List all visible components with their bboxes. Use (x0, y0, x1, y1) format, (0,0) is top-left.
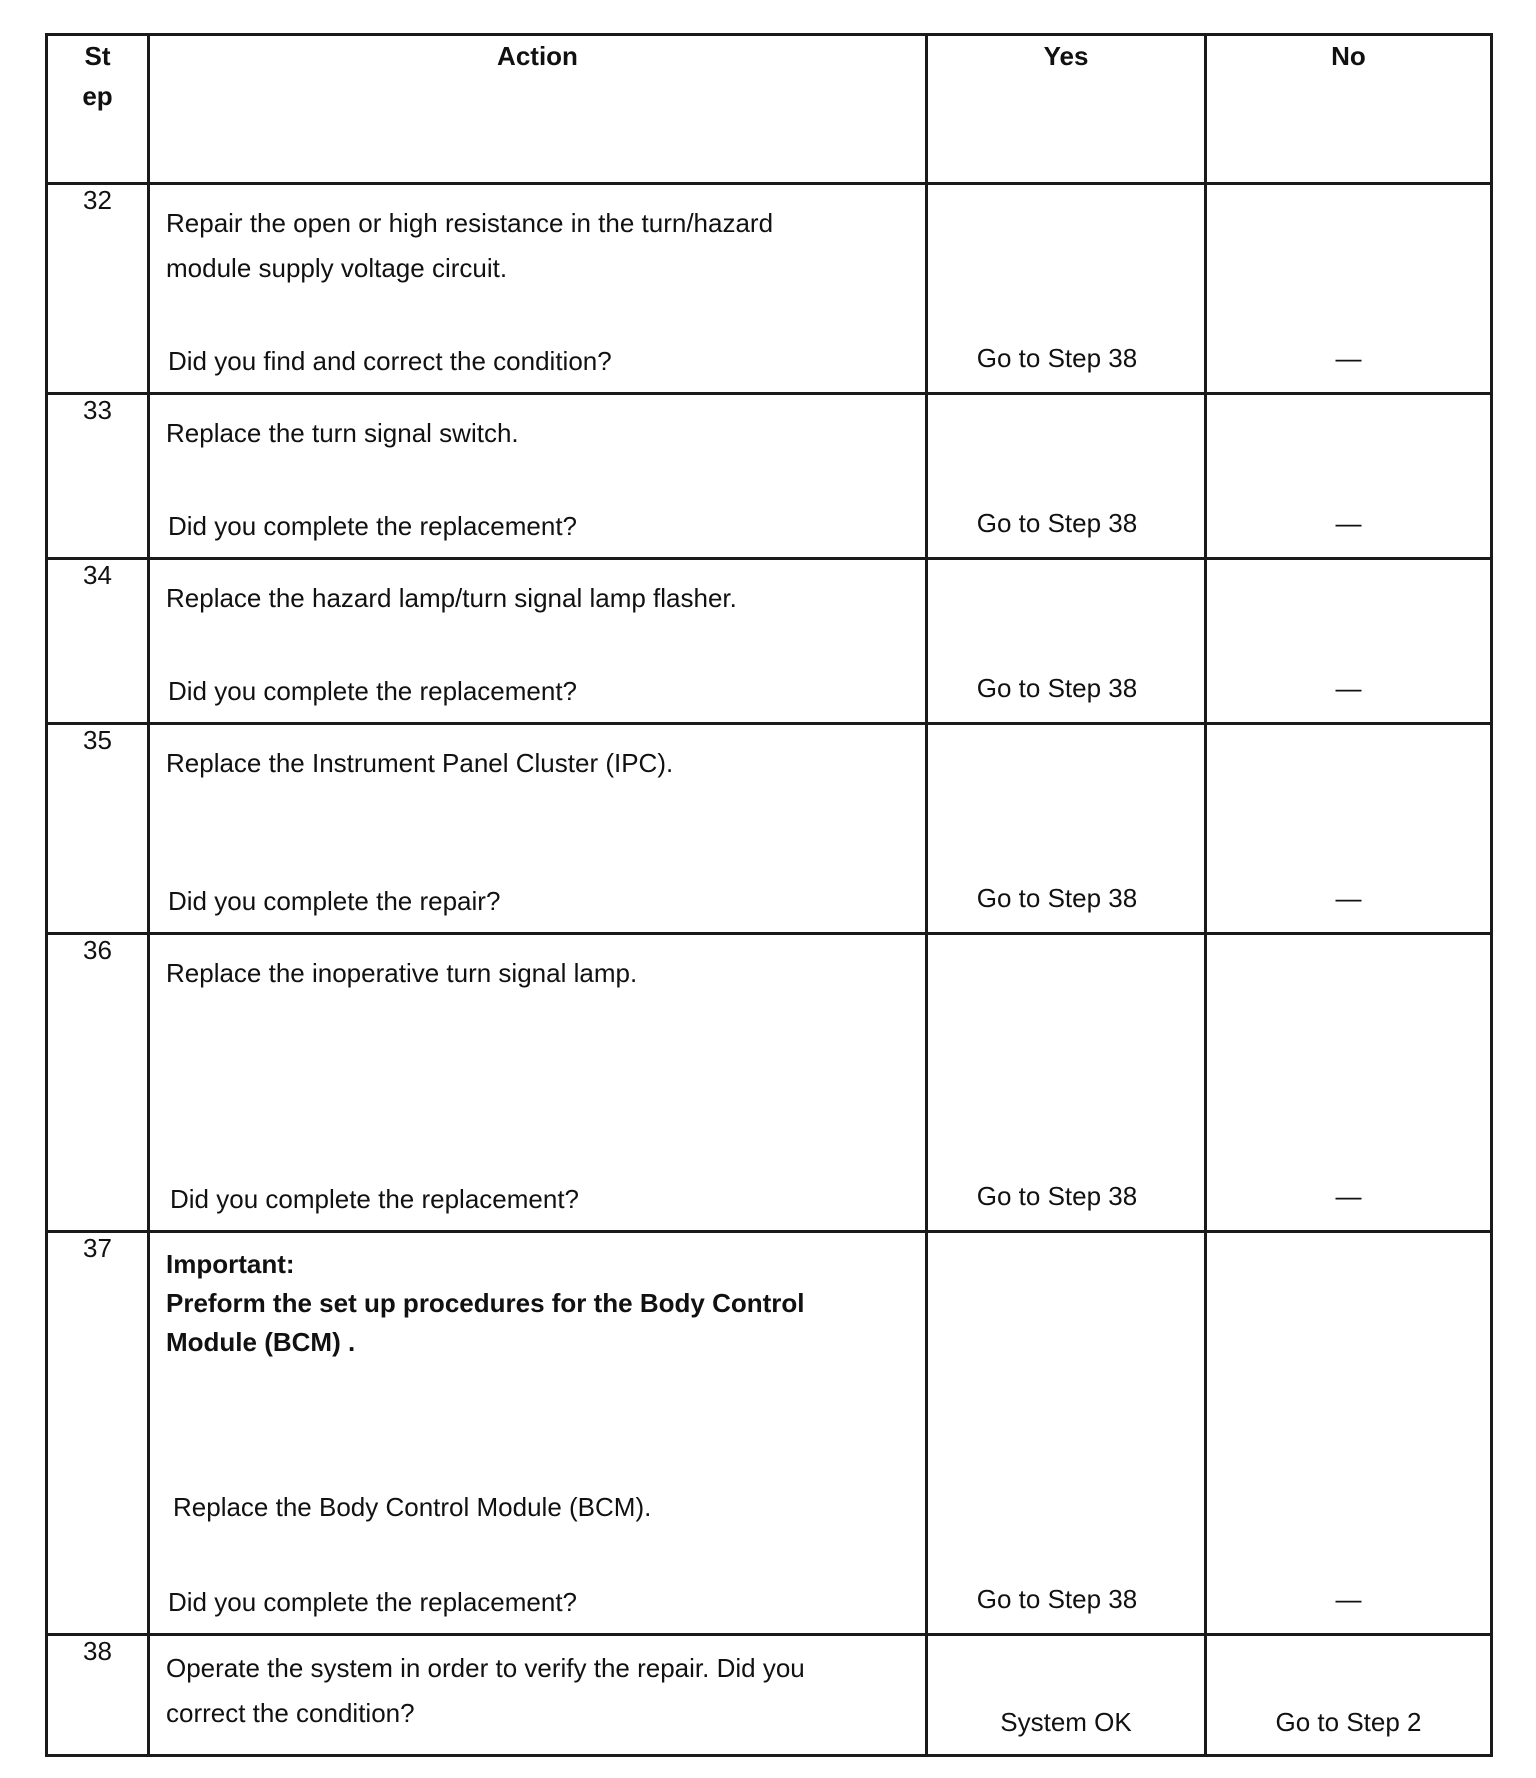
action-line: Repair the open or high resistance in the turn/hazard (166, 208, 774, 238)
no-result: — (1335, 508, 1362, 538)
action-text (173, 1485, 915, 1530)
header-step-line2: ep (82, 81, 113, 111)
diagnostic-table (45, 33, 1493, 1757)
header-action: Action (149, 35, 927, 184)
no-cell (1206, 559, 1492, 724)
action-line: module supply voltage circuit. (166, 253, 508, 283)
no-result: Go to Step 2 (1275, 1707, 1422, 1737)
action-question: Did you complete the replacement? (168, 1587, 578, 1617)
yes-cell (927, 724, 1206, 934)
action-line: Replace the hazard lamp/turn signal lamp flasher. (166, 583, 737, 613)
yes-result: Go to Step 38 (976, 883, 1138, 913)
step-number: 34 (47, 559, 149, 724)
action-line: Operate the system in order to verify the repair. Did you (166, 1653, 805, 1683)
no-result: — (1335, 883, 1362, 913)
action-cell (149, 559, 927, 724)
no-cell (1206, 724, 1492, 934)
header-step (47, 35, 149, 184)
action-question: Did you complete the replacement? (168, 511, 578, 541)
action-cell (149, 184, 927, 394)
action-cell (149, 1232, 927, 1635)
action-text (166, 1646, 915, 1736)
action-line: Replace the turn signal switch. (166, 418, 519, 448)
yes-result: Go to Step 38 (976, 673, 1138, 703)
yes-cell (927, 184, 1206, 394)
action-cell (149, 1635, 927, 1756)
yes-cell (927, 934, 1206, 1232)
yes-result: System OK (1000, 1707, 1132, 1737)
action-question: Did you complete the replacement? (170, 1184, 580, 1214)
action-text (166, 951, 915, 996)
action-text (166, 741, 915, 786)
action-line: Replace the inoperative turn signal lamp. (166, 958, 638, 988)
yes-cell (927, 559, 1206, 724)
header-no: No (1206, 35, 1492, 184)
important-note (166, 1245, 915, 1362)
action-question: Did you complete the repair? (168, 886, 501, 916)
important-line: Module (BCM) . (166, 1327, 356, 1357)
step-number: 38 (47, 1635, 149, 1756)
table-row (47, 559, 1492, 724)
action-line: Replace the Instrument Panel Cluster (IPC). (166, 748, 674, 778)
action-text (166, 201, 915, 291)
diagnostic-table-sheet (45, 33, 1490, 1757)
yes-result: Go to Step 38 (976, 1181, 1138, 1211)
step-number: 33 (47, 394, 149, 559)
step-number: 32 (47, 184, 149, 394)
action-cell (149, 724, 927, 934)
yes-result: Go to Step 38 (976, 343, 1138, 373)
action-line: Replace the Body Control Module (BCM). (173, 1492, 652, 1522)
no-result: — (1335, 1181, 1362, 1211)
table-row (47, 724, 1492, 934)
yes-cell (927, 1635, 1206, 1756)
step-number: 37 (47, 1232, 149, 1635)
action-cell (149, 394, 927, 559)
no-cell (1206, 934, 1492, 1232)
no-cell (1206, 1232, 1492, 1635)
yes-cell (927, 1232, 1206, 1635)
action-question: Did you find and correct the condition? (168, 346, 612, 376)
action-text (166, 576, 915, 621)
no-result: — (1335, 673, 1362, 703)
table-row (47, 394, 1492, 559)
yes-result: Go to Step 38 (976, 508, 1138, 538)
table-row (47, 934, 1492, 1232)
step-number: 35 (47, 724, 149, 934)
no-result: — (1335, 1584, 1362, 1614)
action-question: Did you complete the replacement? (168, 676, 578, 706)
step-number: 36 (47, 934, 149, 1232)
action-text (166, 411, 915, 456)
no-cell (1206, 394, 1492, 559)
table-row (47, 1635, 1492, 1756)
important-label: Important: (166, 1249, 295, 1279)
no-result: — (1335, 343, 1362, 373)
yes-result: Go to Step 38 (976, 1584, 1138, 1614)
table-row (47, 1232, 1492, 1635)
action-cell (149, 934, 927, 1232)
no-cell (1206, 184, 1492, 394)
no-cell (1206, 1635, 1492, 1756)
header-row (47, 35, 1492, 184)
header-step-line1: St (84, 41, 111, 71)
yes-cell (927, 394, 1206, 559)
important-line: Preform the set up procedures for the Body Control (166, 1288, 805, 1318)
action-line: correct the condition? (166, 1698, 415, 1728)
table-row (47, 184, 1492, 394)
header-yes: Yes (927, 35, 1206, 184)
